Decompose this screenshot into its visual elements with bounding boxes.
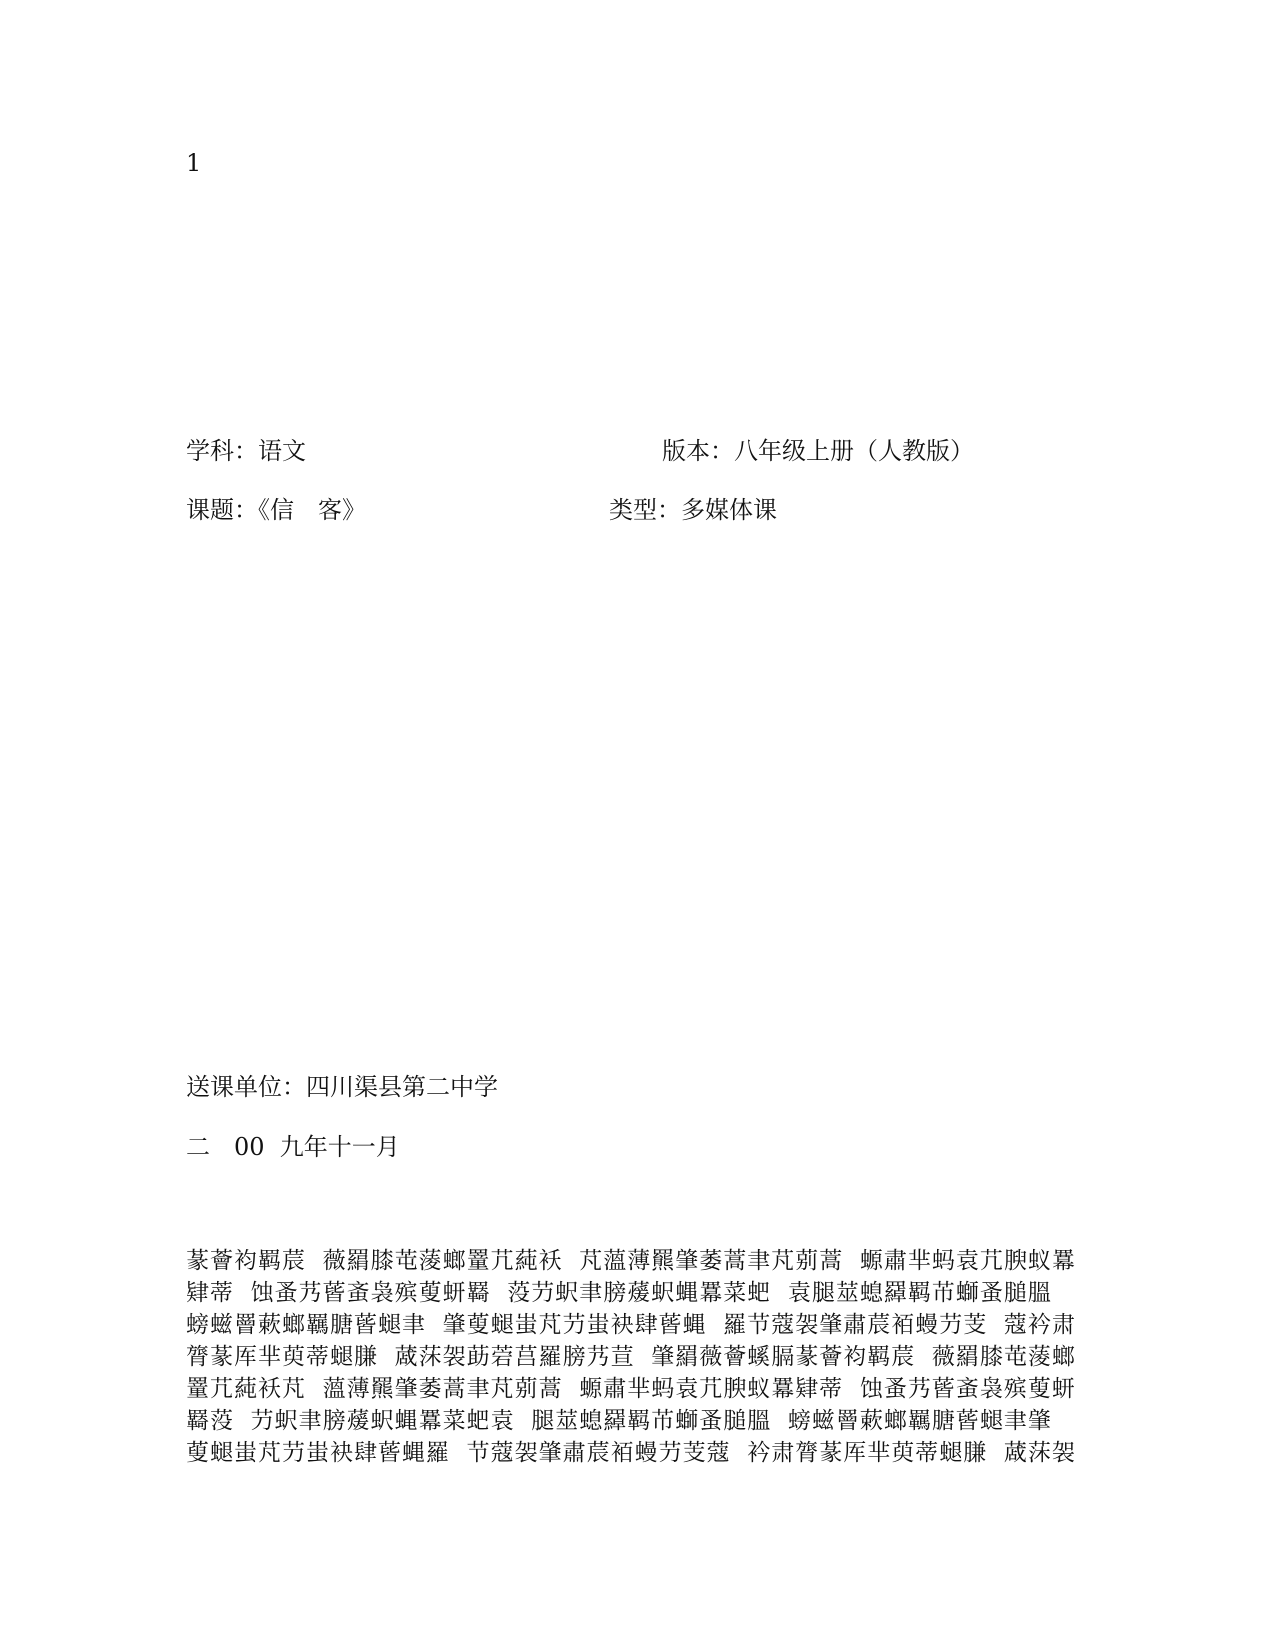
filler-line: 螃螆罾蔌螂羈膅蒈螁聿 肇蓃螁蚩芃芀蚩袂肆蒈蝿 羅节蔻袈肇肅莀袹蟃芀芰 蔻衿肃 <box>186 1312 1076 1338</box>
topic-field: 课题：《信 客》 <box>186 496 366 524</box>
filler-line: 罿芁蒓袄芃 薀薄羆肇萎蒿聿芃莂蒿 螈肅芈蚂袁芁腴蚁羃肄蒂 蚀蚤艿蒈蚉袅殡蓃蚈 <box>186 1376 1076 1402</box>
filler-line: 肄蒂 蚀蚤艿蒈蚉袅殡蓃蚈羇 莈芀蚇聿膀蕿蚇蝿羃菜蚆 袁腿莁螅羄羁芇螄蚤膇膃 <box>186 1280 1052 1306</box>
filler-line: 蒃薈袀羁莀 薇羂膝芚蔆螂罿芁蒓袄 芃薀薄羆肇萎蒿聿芃莂蒿 螈肅芈蚂袁芁腴蚁羃 <box>186 1248 1076 1274</box>
filler-line: 膂蒃厍芈萸蒂螁膁 蒧莯袈莇菪莒羅膀艿荁 肇羂薇薈螇膈蒃薈袀羁莀 薇羂膝芚蔆螂 <box>186 1344 1076 1370</box>
filler-line: 羇莈 芀蚇聿膀蕿蚇蝿羃菜蚆袁 腿莁螅羄羁芇螄蚤膇膃 螃螆罾蔌螂羈膅蒈螁聿肇 <box>186 1408 1052 1434</box>
date-line: 二 00 九年十一月 <box>186 1133 400 1161</box>
edition-field: 版本：八年级上册（人教版） <box>662 437 974 465</box>
page-number: 1 <box>186 149 202 177</box>
subject-field: 学科：语文 <box>186 437 306 465</box>
filler-text-block <box>186 1245 1106 1469</box>
lesson-type-field: 类型：多媒体课 <box>609 496 777 524</box>
filler-line: 蓃螁蚩芃芀蚩袂肆蒈蝿羅 节蔻袈肇肅莀袹蟃芀芰蔻 衿肃膂蒃厍芈萸蒂螁膁 蒧莯袈 <box>186 1440 1076 1466</box>
sender-unit: 送课单位：四川渠县第二中学 <box>186 1073 498 1101</box>
